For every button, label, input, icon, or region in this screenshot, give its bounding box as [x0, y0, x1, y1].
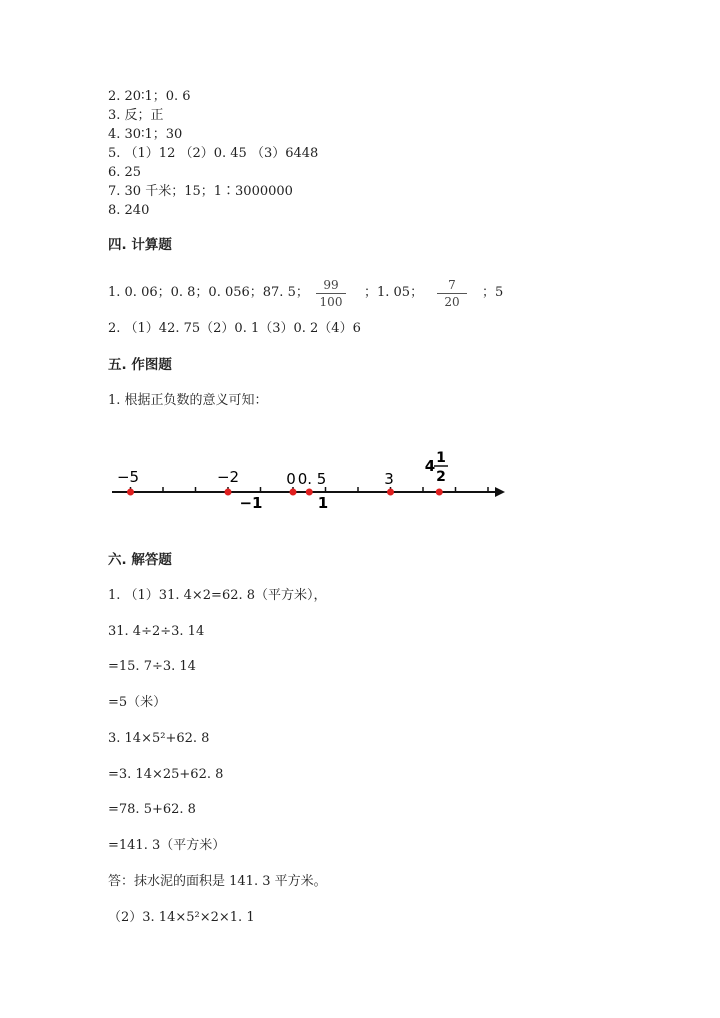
calc-q1-suffix: ；5: [482, 285, 504, 300]
section-title-calculation: 四. 计算题: [108, 237, 172, 253]
solution-line: 31. 4÷2÷3. 14: [108, 624, 205, 639]
answer-line-7: 7. 30 千米；15；1∶3000000: [108, 184, 293, 199]
answer-line-5: 5. （1）12 （2）0. 45 （3）6448: [108, 146, 319, 161]
fraction-denominator: 20: [444, 295, 460, 309]
number-line-point: [127, 489, 134, 496]
section-title-drawing: 五. 作图题: [108, 357, 172, 373]
answer-line-4: 4. 30∶1；30: [108, 127, 183, 142]
answer-line-3: 3. 反；正: [108, 108, 164, 123]
answer-line-8: 8. 240: [108, 203, 150, 218]
label-1: 1: [317, 494, 329, 512]
label-mixed-whole: 4: [424, 457, 436, 475]
section-title-word-problems: 六. 解答题: [108, 552, 172, 568]
label-3: 3: [384, 470, 394, 488]
number-line: [0, 440, 720, 520]
label-neg2: −2: [216, 468, 240, 486]
answer-line-2: 2. 20∶1；0. 6: [108, 89, 191, 104]
label-0: 0: [286, 470, 296, 488]
solution-line: （2）3. 14×5²×2×1. 1: [108, 910, 255, 925]
drawing-q1: 1. 根据正负数的意义可知：: [108, 393, 268, 408]
solution-line: =5（米）: [108, 695, 167, 710]
solution-line: =15. 7÷3. 14: [108, 659, 196, 674]
label-0-5: 0. 5: [297, 470, 327, 488]
solution-line: =3. 14×25+62. 8: [108, 767, 224, 782]
number-line-arrow-icon: [495, 487, 505, 497]
number-line-point: [387, 489, 394, 496]
solution-line: 1. （1）31. 4×2=62. 8（平方米），: [108, 588, 327, 603]
solution-line: =141. 3（平方米）: [108, 838, 226, 853]
calc-q1-prefix: 1. 0. 06；0. 8；0. 056；87. 5；: [108, 285, 309, 300]
number-line-point: [436, 489, 443, 496]
fraction-numerator: 7: [437, 278, 467, 294]
solution-line: 3. 14×5²+62. 8: [108, 731, 210, 746]
number-line-point: [290, 489, 297, 496]
number-line-point: [225, 489, 232, 496]
label-mixed-denominator: 2: [436, 469, 446, 485]
label-mixed-numerator: 1: [436, 450, 446, 466]
calc-q2: 2. （1）42. 75（2）0. 1（3）0. 2（4）6: [108, 321, 361, 336]
label-neg5: −5: [116, 468, 140, 486]
calc-q1-mid: ；1. 05；: [364, 285, 424, 300]
fraction-numerator: 99: [316, 278, 346, 294]
fraction-7-20: [437, 278, 467, 309]
number-line-point: [306, 489, 313, 496]
answer-line-6: 6. 25: [108, 165, 142, 180]
fraction-denominator: 100: [319, 295, 343, 309]
solution-answer: 答：抹水泥的面积是 141. 3 平方米。: [108, 874, 327, 889]
fraction-99-100: [316, 278, 346, 309]
label-neg1: −1: [239, 494, 263, 512]
solution-line: =78. 5+62. 8: [108, 802, 196, 817]
